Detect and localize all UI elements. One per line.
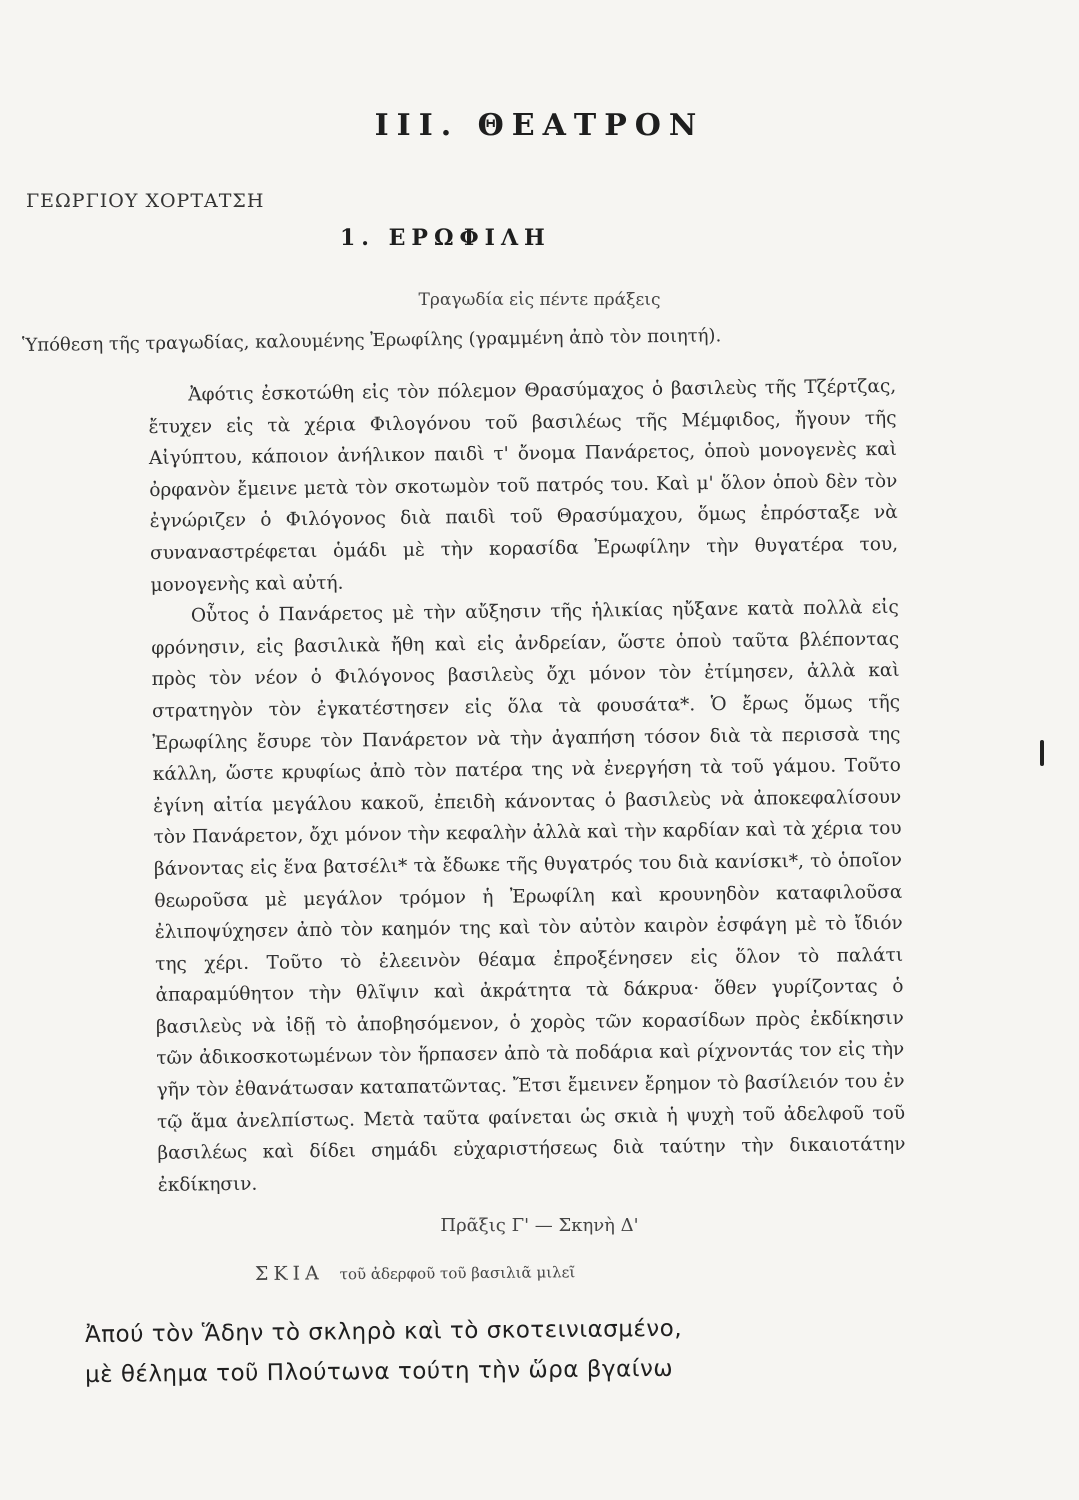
stage-direction: τοῦ ἀδερφοῦ τοῦ βασιλιᾶ μιλεῖ	[339, 1263, 576, 1284]
verse-line: μὲ θέλημα τοῦ Πλούτωνα τούτη τὴν ὥρα βγαίνω	[84, 1355, 674, 1388]
play-subtitle: Τραγωδία εἰς πέντε πράξεις	[418, 290, 661, 310]
author-name: ΓΕΩΡΓΙΟΥ ΧΟΡΤΑΤΣΗ	[26, 190, 265, 212]
verse-line: Ἀπού τὸν Ἅδην τὸ σκληρὸ καὶ τὸ σκοτεινιασμένο,	[84, 1315, 683, 1348]
synopsis-paragraph: Οὗτος ὁ Πανάρετος μὲ τὴν αὔξησιν τῆς ἡλικίας ηὔξανε κατὰ πολλὰ εἰς φρόνησιν, εἰς βασιλικὰ ἤθη καὶ εἰς ἀνδρείαν, ὥστε ὁποὺ ταῦτα βλέποντας πρὸς τὸν νέον ὁ Φιλόγονος βασιλεὺς ὄχι μόνον τὸν ἐτίμησεν, ἀλλὰ καὶ στρατηγὸν τὸν ἐγκατέστησεν εἰς ὅλα τὰ φουσάτα*. Ὁ ἔρως ὅμως τῆς Ἐρωφίλης ἔσυρε τὸν Πανάρετον νὰ τὴν ἀγαπήση τόσον διὰ τὰ περισσὰ της κάλλη, ὥστε κρυφίως ἀπὸ τὸν πατέρα της νὰ ἐνεργήση τὰ τοῦ γάμου. Τοῦτο ἐγίνη αἰτία μεγάλου κακοῦ, ἐπειδὴ κάνοντας ὁ βασιλεὺς νὰ ἀποκεφαλίσουν τὸν Πανάρετον, ὄχι μόνον τὴν κεφαλὴν ἀλλὰ καὶ τὴν καρδίαν καὶ τὰ χέρια του βάνοντας εἰς ἕνα βατσέλι* τὰ ἔδωκε τῆς θυγατρός του διὰ κανίσκι*, τὸ ὁποῖον θεωροῦσα μὲ μεγάλον τρόμον ἡ Ἐρωφίλη καὶ κρουνηδὸν καταφιλοῦσα ἐλιποψύχησεν ἀπὸ τὸν καημόν της καὶ τὸν αὐτὸν καιρὸν ἐσφάγη μὲ τὸ ἴδιόν της χέρι. Τοῦτο τὸ ἐλεεινὸν θέαμα ἐπροξένησεν εἰς ὅλον τὸ παλάτι ἀπαραμύθητον τὴν θλῖψιν καὶ ἀκράτητα τὰ δάκρυα· ὅθεν γυρίζοντας ὁ βασιλεὺς νὰ ἰδῇ τὸ ἀποβησόμενον, ὁ χορὸς τῶν κορασίδων πρὸς ἐκδίκησιν τῶν ἀδικοσκοτωμένων τὸν ἥρπασεν ἀπὸ τὰ ποδάρια καὶ ρίχνοντάς τον εἰς τὴν γῆν τὸν ἐθανάτωσαν καταπατῶντας. Ἔτσι ἔμεινεν ἔρημον τὸ βασίλειόν του ἐν τῷ ἅμα ἀνελπίστως. Μετὰ ταῦτα φαίνεται ὡς σκιὰ ἡ ψυχὴ τοῦ ἀδελφοῦ τοῦ βασιλέως καὶ δίδει σημάδι εὐχαριστήσεως διὰ ταύτην τὴν δικαιοτάτην ἐκδίκησιν.	[151, 597, 906, 1196]
synopsis-heading: Ὑπόθεση τῆς τραγωδίας, καλουμένης Ἐρωφίλης (γραμμένη ἀπὸ τὸν ποιητή).	[21, 325, 722, 356]
speaker-name: ΣΚΙΑ	[254, 1262, 324, 1285]
synopsis-paragraph: Ἀφότις ἐσκοτώθη εἰς τὸν πόλεμον Θρασύμαχος ὁ βασιλεὺς τῆς Τζέρτζας, ἔτυχεν εἰς τὰ χέρια Φιλογόνου τοῦ βασιλέως τῆς Μέμφιδος, ἤγουν τῆς Αἰγύπτου, κάποιον ἀνήλικον παιδὶ τ' ὄνομα Πανάρετος, ὁποὺ μονογενὲς καὶ ὀρφανὸν ἔμεινε μετὰ τὸν σκοτωμὸν τοῦ πατρός του. Καὶ μ' ὅλον ὁποὺ δὲν τὸν ἐγνώριζεν ὁ Φιλόγονος διὰ παιδὶ τοῦ Θρασύμαχου, ὅμως ἐπρόσταξε νὰ συναναστρέφεται ὁμάδι μὲ τὴν κορασίδα Ἐρωφίλην τὴν θυγατέρα του, μονογενὴς καὶ αὐτή.	[148, 375, 899, 596]
margin-mark	[1040, 740, 1044, 766]
section-title: III. ΘΕΑΤΡΟΝ	[374, 108, 705, 143]
scene-heading: Πρᾶξις Γ' — Σκηνὴ Δ'	[440, 1215, 639, 1236]
synopsis-body	[148, 371, 906, 1202]
play-title: 1. ΕΡΩΦΙΛΗ	[340, 225, 551, 251]
speaker-line	[255, 1260, 575, 1285]
